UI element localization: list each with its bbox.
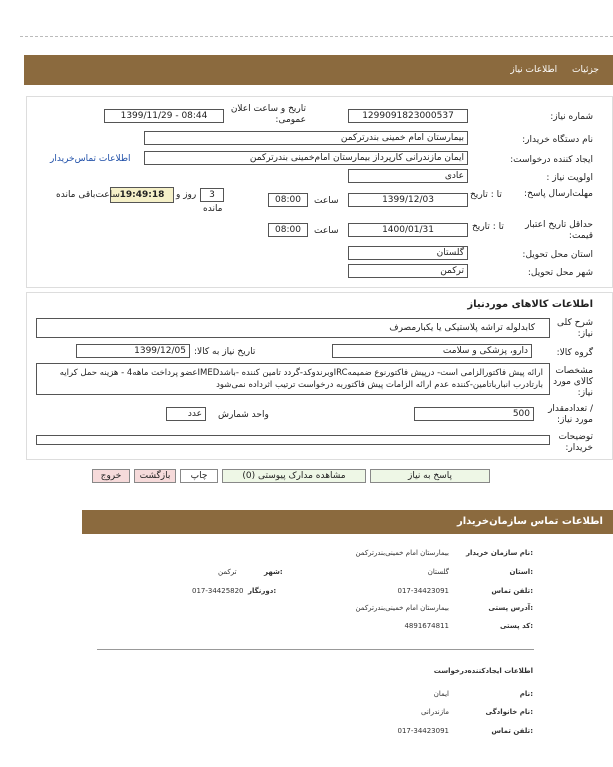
announce-label: تاریخ و ساعت اعلان عمومی: bbox=[230, 104, 306, 125]
need-date-field: 1399/12/05 bbox=[76, 344, 190, 358]
remaining-timer: 19:49:18 bbox=[110, 187, 174, 203]
announce-field: 1399/11/29 - 08:44 bbox=[104, 109, 224, 123]
creator-family-label: نام خانوادگی: bbox=[485, 708, 533, 716]
creator-phone-value: 017-34423091 bbox=[397, 727, 449, 735]
tab-need-info[interactable]: اطلاعات نیاز bbox=[510, 65, 558, 75]
contact-section-title: اطلاعات تماس سازمان‌خریدار bbox=[82, 510, 613, 534]
specs-field: ارائه پیش فاکتورالزامی است- درپیش فاکتورنوع ضمیمهIRCوبرندوکد-گردد تامین کننده -باشدIMEDعضو پرداخت ماهه4 - هزینه حمل کرایه بارتادرب انباربا‌تامین‌-کننده عدم ارائه الزامات پیش فاکتوربه درخواست ترتیب اثرداده نمی‌شود bbox=[36, 363, 550, 395]
print-button[interactable]: چاپ bbox=[180, 469, 218, 483]
creator-family-value: مازندرانی bbox=[421, 708, 449, 716]
need-date-label: تاریخ نیاز به کالا: bbox=[194, 347, 256, 357]
validity-time-label: ساعت bbox=[314, 226, 339, 236]
reply-button[interactable]: پاسخ به نیاز bbox=[370, 469, 490, 483]
remaining-label: ساعت‌باقی مانده bbox=[56, 190, 120, 200]
qty-field: 500 bbox=[414, 407, 534, 421]
desc-field: کابدلوله تراشه پلاستیکی یا یکبارمصرف bbox=[36, 318, 550, 338]
unit-label: واحد شمارش bbox=[218, 410, 269, 420]
city-label: شهر محل تحویل: bbox=[527, 268, 593, 278]
buyer-notes-label: توضیحات خریدار: bbox=[558, 432, 593, 453]
need-number-field: 1299091823000537 bbox=[348, 109, 468, 123]
group-field: دارو، پزشکی و سلامت bbox=[332, 344, 532, 358]
buyer-contact-link[interactable]: اطلاعات تماس‌خریدار bbox=[50, 154, 131, 164]
contact-city-value: ترکمن bbox=[218, 568, 237, 576]
address-value: بیمارستان امام خمینی‌بندرترکمن bbox=[355, 604, 449, 612]
contact-province-label: استان: bbox=[509, 568, 533, 576]
creator-name-value: ایمان bbox=[433, 690, 449, 698]
need-number-label: شماره نیاز: bbox=[550, 112, 593, 122]
header-tabs bbox=[24, 55, 613, 85]
city-field: ترکمن bbox=[348, 264, 468, 278]
creator-name-label: نام: bbox=[519, 690, 533, 698]
province-label: استان محل تحویل: bbox=[522, 250, 593, 260]
validity-until-label: تا : تاریخ bbox=[472, 222, 504, 232]
deadline-date-field: 1399/12/03 bbox=[348, 193, 468, 207]
top-divider bbox=[20, 36, 613, 37]
priority-label: اولویت نیاز : bbox=[546, 173, 593, 183]
tab-details[interactable]: جزئیات bbox=[572, 65, 599, 75]
back-button[interactable]: بازگشت bbox=[134, 469, 176, 483]
buyer-notes-field bbox=[36, 435, 550, 445]
desc-label: شرح کلی نیاز: bbox=[557, 318, 593, 339]
fax-value: 017-34425820 bbox=[192, 587, 244, 595]
org-label: نام سازمان خریدار: bbox=[465, 549, 533, 557]
creator-field: ایمان مازندرانی کارپرداز بیمارستان امام‌خمینی بندرترکمن bbox=[144, 151, 468, 165]
deadline-time-label: ساعت bbox=[314, 196, 339, 206]
deadline-time-field: 08:00 bbox=[268, 193, 308, 207]
days-remaining-field: 3 bbox=[200, 188, 224, 202]
org-value: بیمارستان امام خمینی‌بندرترکمن bbox=[355, 549, 449, 557]
view-docs-button[interactable]: مشاهده مدارک پیوستی (0) bbox=[222, 469, 366, 483]
deadline-label: مهلت‌ارسال پاسخ: bbox=[524, 189, 593, 199]
validity-time-field: 08:00 bbox=[268, 223, 308, 237]
contact-divider bbox=[97, 649, 534, 650]
goods-section-title: اطلاعات کالاهای موردنیاز bbox=[467, 299, 593, 310]
postal-value: 4891674811 bbox=[404, 622, 449, 630]
exit-button[interactable]: خروج bbox=[92, 469, 130, 483]
phone-label: تلفن تماس: bbox=[491, 587, 533, 595]
deadline-until-label: تا : تاریخ bbox=[470, 190, 502, 200]
address-label: آدرس پستی: bbox=[488, 604, 533, 612]
contact-province-value: گلستان bbox=[427, 568, 449, 576]
postal-label: کد پستی: bbox=[499, 622, 533, 630]
qty-label: / تعدادمقدار مورد نیاز: bbox=[548, 404, 593, 425]
unit-field: عدد bbox=[166, 407, 206, 421]
province-field: گلستان bbox=[348, 246, 468, 260]
creator-phone-label: تلفن تماس: bbox=[491, 727, 533, 735]
buyer-label: نام دستگاه خریدار: bbox=[522, 135, 593, 145]
specs-label: مشخصات کالای مورد نیاز: bbox=[553, 366, 593, 398]
contact-city-label: شهر: bbox=[264, 568, 283, 576]
validity-label: حداقل تاریخ اعتبار قیمت: bbox=[525, 220, 593, 241]
phone-value: 017-34423091 bbox=[397, 587, 449, 595]
group-label: گروه کالا: bbox=[556, 348, 593, 358]
validity-date-field: 1400/01/31 bbox=[348, 223, 468, 237]
creator-label: ایجاد کننده درخواست: bbox=[510, 155, 593, 165]
days-label: روز و bbox=[176, 190, 197, 200]
creator-section-title: اطلاعات ایجادکننده‌درخواست bbox=[433, 667, 533, 675]
priority-field: عادی bbox=[348, 169, 468, 183]
fax-label: دورنگار: bbox=[248, 587, 277, 595]
remaining-suffix: مانده bbox=[203, 204, 223, 214]
buyer-field: بیمارستان امام خمینی بندرترکمن bbox=[144, 131, 468, 145]
